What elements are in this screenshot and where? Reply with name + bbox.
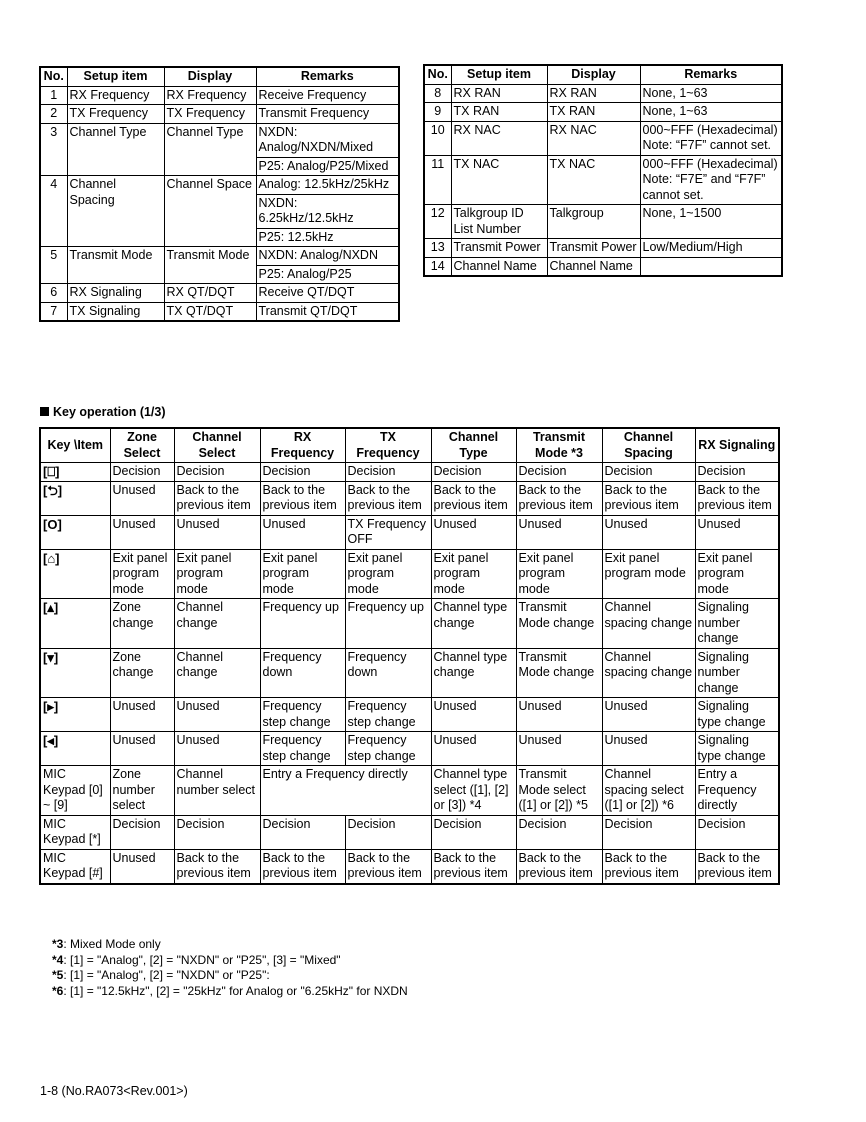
remarks: None, 1~1500: [640, 205, 782, 239]
remarks: Transmit Frequency: [256, 105, 399, 124]
table-cell: Frequency down: [345, 648, 431, 698]
table-row: [40, 766, 779, 816]
display-value: RX NAC: [547, 121, 640, 155]
table-cell: Frequency up: [260, 599, 345, 649]
table-cell: Decision: [110, 815, 174, 849]
table-row: [40, 481, 779, 515]
table-cell: Exit panel program mode: [695, 549, 779, 599]
table-cell: Back to the previous item: [695, 481, 779, 515]
footnote-mark: *4: [52, 952, 64, 967]
table-cell: Back to the previous item: [174, 481, 260, 515]
remarks: None, 1~63: [640, 84, 782, 103]
table-cell: Exit panel program mode: [110, 549, 174, 599]
table-row: [40, 302, 399, 321]
header-no: No.: [40, 67, 67, 86]
table-row: [40, 105, 399, 124]
setup-item: Transmit Mode: [67, 247, 164, 284]
table-cell: Channel type change: [431, 648, 516, 698]
display-value: RX Frequency: [164, 86, 256, 105]
table-row: [40, 176, 399, 247]
footnote-text: : Mixed Mode only: [63, 937, 161, 951]
page-footer: 1-8 (No.RA073<Rev.001>): [40, 1084, 188, 1098]
setup-item: Channel Spacing: [67, 176, 164, 247]
table-row: [40, 549, 779, 599]
table-row: [40, 648, 779, 698]
display-value: Talkgroup: [547, 205, 640, 239]
table-cell: Back to the previous item: [431, 481, 516, 515]
footnotes: [52, 937, 408, 999]
footnote: [52, 953, 408, 969]
key-up-icon: [▴]: [40, 599, 110, 649]
table-cell: Frequency step change: [345, 698, 431, 732]
table-cell: Entry a Frequency directly: [695, 766, 779, 816]
table-cell: Channel spacing select ([1] or [2]) *6: [602, 766, 695, 816]
setup-item: TX Frequency: [67, 105, 164, 124]
table-cell: Decision: [174, 463, 260, 482]
table-cell: Back to the previous item: [516, 481, 602, 515]
key-down-icon: [▾]: [40, 648, 110, 698]
remarks-line: NXDN: 6.25kHz/12.5kHz: [257, 194, 399, 228]
row-no: 9: [424, 103, 451, 122]
display-value: Channel Space: [164, 176, 256, 247]
table-cell: Frequency down: [260, 648, 345, 698]
table-cell: Unused: [695, 515, 779, 549]
table-cell: Back to the previous item: [345, 849, 431, 884]
row-no: 14: [424, 257, 451, 276]
key-o-icon: [O]: [40, 515, 110, 549]
display-value: RX QT/DQT: [164, 284, 256, 303]
display-value: TX NAC: [547, 155, 640, 205]
row-no: 11: [424, 155, 451, 205]
table-row: [424, 121, 782, 155]
table-cell: Unused: [110, 515, 174, 549]
setup-item: Channel Type: [67, 123, 164, 176]
remarks: [256, 247, 399, 284]
table-cell: Zone change: [110, 599, 174, 649]
setup-item: RX Signaling: [67, 284, 164, 303]
table-cell: Unused: [602, 698, 695, 732]
table-cell: Back to the previous item: [174, 849, 260, 884]
row-no: 3: [40, 123, 67, 176]
table-cell: TX Frequency OFF: [345, 515, 431, 549]
footnote-text: : [1] = "Analog", [2] = "NXDN" or "P25", [3] = "Mixed": [63, 952, 341, 967]
setup-item: Talkgroup ID List Number: [451, 205, 547, 239]
table-cell: Signaling type change: [695, 698, 779, 732]
table-cell: Exit panel program mode: [345, 549, 431, 599]
table-cell: Channel number select: [174, 766, 260, 816]
header-channel-select: Channel Select: [174, 428, 260, 463]
table-cell: Channel spacing change: [602, 648, 695, 698]
table-row: [40, 849, 779, 884]
table-cell: Channel type change: [431, 599, 516, 649]
header-zone-select: Zone Select: [110, 428, 174, 463]
footnote: [52, 937, 408, 953]
table-row: [424, 257, 782, 276]
table-cell: Transmit Mode change: [516, 648, 602, 698]
table-cell: Frequency step change: [260, 732, 345, 766]
header-transmit-mode: Transmit Mode *3: [516, 428, 602, 463]
table-row: [40, 515, 779, 549]
header-channel-spacing: Channel Spacing: [602, 428, 695, 463]
footnote-mark: *6: [52, 983, 64, 998]
table-cell: Back to the previous item: [431, 849, 516, 884]
setup-item: TX Signaling: [67, 302, 164, 321]
table-cell: Unused: [431, 732, 516, 766]
table-cell: Unused: [602, 515, 695, 549]
table-cell: Exit panel program mode: [174, 549, 260, 599]
header-no: No.: [424, 65, 451, 84]
table-cell: Channel type select ([1], [2] or [3]) *4: [431, 766, 516, 816]
table-cell: Unused: [174, 515, 260, 549]
row-no: 4: [40, 176, 67, 247]
setup-item: Channel Name: [451, 257, 547, 276]
table-cell: Unused: [110, 698, 174, 732]
table-cell: Unused: [516, 698, 602, 732]
display-value: TX QT/DQT: [164, 302, 256, 321]
table-cell: Signaling number change: [695, 648, 779, 698]
table-cell: Decision: [345, 815, 431, 849]
table-cell: Exit panel program mode: [260, 549, 345, 599]
header-tx-frequency: TX Frequency: [345, 428, 431, 463]
table-cell: Unused: [260, 515, 345, 549]
remarks: [256, 176, 399, 247]
display-value: Channel Name: [547, 257, 640, 276]
table-cell: Entry a Frequency directly: [260, 766, 431, 816]
header-rx-signaling: RX Signaling: [695, 428, 779, 463]
table-cell: Transmit Mode change: [516, 599, 602, 649]
key-operation-table: [39, 427, 780, 885]
setup-table-left: [39, 66, 400, 322]
table-cell: Decision: [110, 463, 174, 482]
setup-item: TX NAC: [451, 155, 547, 205]
table-cell: Exit panel program mode: [516, 549, 602, 599]
table-row: [40, 815, 779, 849]
table-cell: Frequency step change: [260, 698, 345, 732]
table-cell: Unused: [174, 732, 260, 766]
footnote: [52, 984, 408, 1000]
table-cell: Decision: [174, 815, 260, 849]
key-right-icon: [▸]: [40, 698, 110, 732]
remarks-line: P25: 12.5kHz: [257, 228, 399, 247]
table-cell: Unused: [110, 481, 174, 515]
remarks: 000~FFF (Hexadecimal) Note: “F7E” and “F7F” cannot set.: [640, 155, 782, 205]
key-label: MIC Keypad [#]: [40, 849, 110, 884]
display-value: Channel Type: [164, 123, 256, 176]
key-select-icon: [⎕]: [40, 463, 110, 482]
table-cell: Frequency up: [345, 599, 431, 649]
table-cell: Transmit Mode select ([1] or [2]) *5: [516, 766, 602, 816]
footnote-mark: *5: [52, 968, 64, 982]
table-cell: Decision: [602, 463, 695, 482]
key-label: MIC Keypad [*]: [40, 815, 110, 849]
table-cell: Back to the previous item: [695, 849, 779, 884]
header-remarks: Remarks: [640, 65, 782, 84]
key-label: MIC Keypad [0] ~ [9]: [40, 766, 110, 816]
table-cell: Back to the previous item: [602, 481, 695, 515]
table-cell: Back to the previous item: [516, 849, 602, 884]
table-cell: Unused: [516, 732, 602, 766]
table-cell: Decision: [431, 463, 516, 482]
square-bullet-icon: [40, 407, 49, 416]
header-setup-item: Setup item: [451, 65, 547, 84]
remarks-line: Analog: 12.5kHz/25kHz: [258, 177, 390, 191]
setup-item: TX RAN: [451, 103, 547, 122]
row-no: 6: [40, 284, 67, 303]
display-value: TX RAN: [547, 103, 640, 122]
table-row: [40, 463, 779, 482]
table-cell: Unused: [110, 849, 174, 884]
remarks: Low/Medium/High: [640, 239, 782, 258]
setup-table-right: [423, 64, 783, 277]
table-cell: Back to the previous item: [602, 849, 695, 884]
display-value: Transmit Mode: [164, 247, 256, 284]
remarks: Receive Frequency: [256, 86, 399, 105]
table-cell: Exit panel program mode: [602, 549, 695, 599]
remarks: 000~FFF (Hexadecimal) Note: “F7F” cannot set.: [640, 121, 782, 155]
row-no: 1: [40, 86, 67, 105]
remarks-line: NXDN: Analog/NXDN: [258, 248, 378, 262]
remarks: Transmit QT/DQT: [256, 302, 399, 321]
row-no: 10: [424, 121, 451, 155]
table-cell: Unused: [110, 732, 174, 766]
row-no: 12: [424, 205, 451, 239]
header-display: Display: [164, 67, 256, 86]
row-no: 5: [40, 247, 67, 284]
table-cell: Decision: [260, 463, 345, 482]
remarks-line: P25: Analog/P25: [257, 265, 399, 284]
table-cell: Channel change: [174, 599, 260, 649]
setup-item: RX RAN: [451, 84, 547, 103]
section-title: [40, 405, 166, 419]
table-cell: Decision: [345, 463, 431, 482]
table-cell: Decision: [431, 815, 516, 849]
table-row: [424, 205, 782, 239]
table-cell: Exit panel program mode: [431, 549, 516, 599]
table-cell: Decision: [516, 463, 602, 482]
display-value: RX RAN: [547, 84, 640, 103]
footnote-text: : [1] = "12.5kHz", [2] = "25kHz" for Analog or "6.25kHz" for NXDN: [63, 983, 408, 998]
setup-item: Transmit Power: [451, 239, 547, 258]
header-display: Display: [547, 65, 640, 84]
table-cell: Decision: [602, 815, 695, 849]
display-value: Transmit Power: [547, 239, 640, 258]
header-remarks: Remarks: [256, 67, 399, 86]
key-back-icon: [⮌]: [40, 481, 110, 515]
key-home-icon: [⌂]: [40, 549, 110, 599]
table-row: [424, 103, 782, 122]
header-channel-type: Channel Type: [431, 428, 516, 463]
remarks-line: P25: Analog/P25/Mixed: [257, 157, 399, 176]
table-row: [40, 86, 399, 105]
row-no: 13: [424, 239, 451, 258]
table-cell: Channel spacing change: [602, 599, 695, 649]
remarks: Receive QT/DQT: [256, 284, 399, 303]
remarks: [640, 257, 782, 276]
table-cell: Signaling type change: [695, 732, 779, 766]
remarks: [256, 123, 399, 176]
table-cell: Back to the previous item: [260, 481, 345, 515]
table-cell: Frequency step change: [345, 732, 431, 766]
table-row: [424, 155, 782, 205]
table-row: [40, 247, 399, 284]
setup-item: RX Frequency: [67, 86, 164, 105]
display-value: TX Frequency: [164, 105, 256, 124]
table-row: [424, 239, 782, 258]
row-no: 8: [424, 84, 451, 103]
table-row: [40, 599, 779, 649]
section-title-text: Key operation (1/3): [53, 405, 166, 419]
table-row: [424, 84, 782, 103]
header-key: Key \Item: [40, 428, 110, 463]
row-no: 2: [40, 105, 67, 124]
footnote-text: : [1] = "Analog", [2] = "NXDN" or "P25":: [63, 968, 270, 982]
table-cell: Unused: [516, 515, 602, 549]
remarks-line: NXDN: Analog/NXDN/Mixed: [258, 124, 374, 154]
table-cell: Signaling number change: [695, 599, 779, 649]
table-cell: Channel change: [174, 648, 260, 698]
row-no: 7: [40, 302, 67, 321]
table-cell: Zone change: [110, 648, 174, 698]
key-left-icon: [◂]: [40, 732, 110, 766]
table-cell: Decision: [695, 463, 779, 482]
footnote: [52, 968, 408, 984]
table-cell: Zone number select: [110, 766, 174, 816]
table-cell: Back to the previous item: [345, 481, 431, 515]
footnote-mark: *3: [52, 937, 64, 951]
table-row: [40, 698, 779, 732]
table-cell: Back to the previous item: [260, 849, 345, 884]
table-cell: Decision: [516, 815, 602, 849]
table-row: [40, 284, 399, 303]
table-row: [40, 123, 399, 176]
table-row: [40, 732, 779, 766]
table-cell: Unused: [431, 515, 516, 549]
table-cell: Unused: [431, 698, 516, 732]
header-setup-item: Setup item: [67, 67, 164, 86]
remarks: None, 1~63: [640, 103, 782, 122]
table-cell: Unused: [602, 732, 695, 766]
table-cell: Decision: [695, 815, 779, 849]
table-cell: Unused: [174, 698, 260, 732]
header-rx-frequency: RX Frequency: [260, 428, 345, 463]
setup-item: RX NAC: [451, 121, 547, 155]
table-cell: Decision: [260, 815, 345, 849]
